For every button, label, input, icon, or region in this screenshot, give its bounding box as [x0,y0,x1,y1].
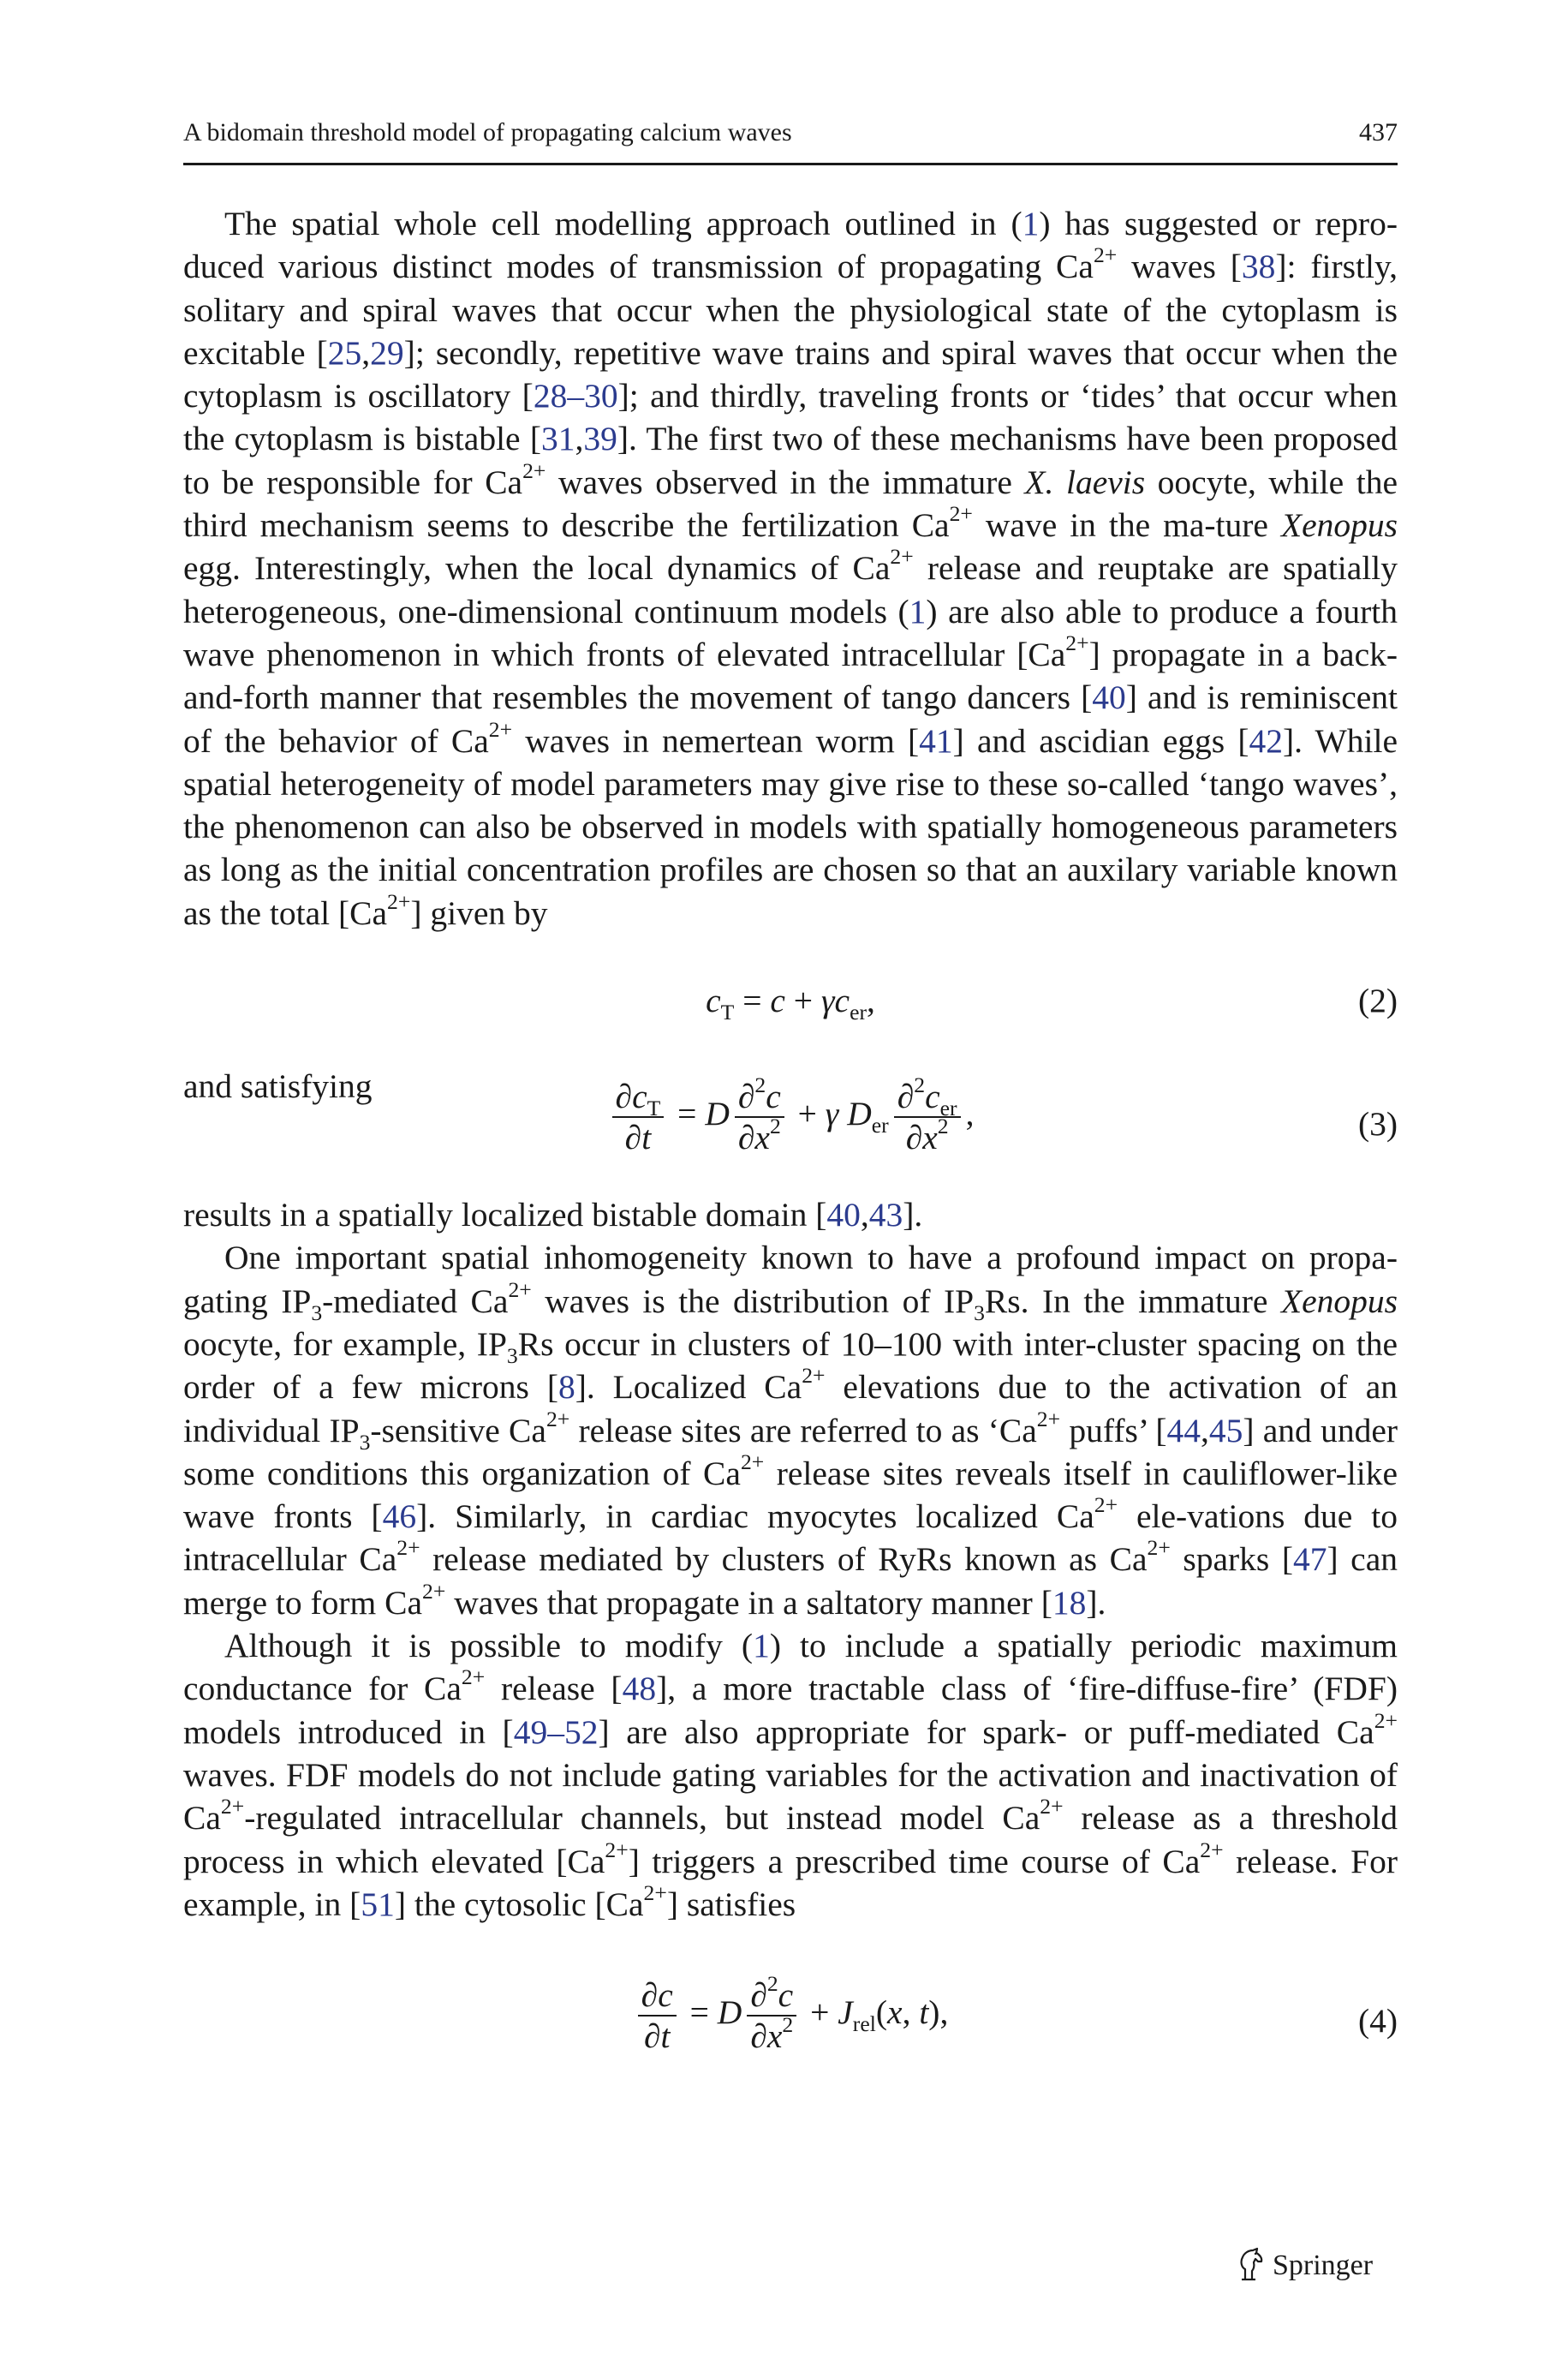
equation-3-lead: and satisfying [183,1067,373,1106]
cite-28-30[interactable]: 28–30 [533,377,618,415]
body-text [183,202,1398,2080]
cite-25[interactable]: 25 [327,333,362,372]
cite-40b[interactable]: 40 [826,1196,861,1234]
equation-4 [183,1926,1398,2080]
springer-horse-icon [1237,2247,1266,2285]
eq-ref-1c[interactable]: 1 [753,1627,770,1665]
paragraph-3: One important spatial inhomogeneity known to have a profound impact on propa-gating $IP_3$-mediated $Ca^{2+}$ waves is the distribution of $IP_3Rs$. In the immature Xenopus oocyte, for example, $IP_3Rs$ occur in clusters of 10–100 with inter-cluster spacing on the order of a few microns [8]. Localized $Ca^{2+}$ elevations due to the activation of an individual $IP_3$-sensitive $Ca^{2+}$ release sites are referred to as ‘$Ca^{2+}$ puffs’ [44,45] and under some conditions this organization of $Ca^{2+}$ release sites reveals itself in cauliflower-like wave fronts [46]. Similarly, in cardiac myocytes localized $Ca^{2+}$ ele-vations due to intracellular $Ca^{2+}$ release mediated by clusters of RyRs known as $Ca^{2+}$ sparks [47] can merge to form $Ca^{2+}$ waves that propagate in a saltatory manner [18]. [183,1239,1398,1622]
page-number: 437 [1359,118,1398,146]
cite-46[interactable]: 46 [382,1497,417,1536]
cite-47[interactable]: 47 [1292,1540,1327,1579]
paragraph-1: The spatial whole cell modelling approach outlined in (1) has suggested or repro-duced various distinct modes of transmission of propagating $Ca^{2+}$ waves [38]: firstly, solitary and spiral waves that occur when the physiological state of the cytoplasm is excitable [25,29]; secondly, repetitive wave trains and spiral waves that occur when the cytoplasm is oscillatory [28–30]; and thirdly, traveling fronts or ‘tides’ that occur when the cytoplasm is bistable [31,39]. The first two of these mechanisms have been proposed to be responsible for $Ca^{2+}$ waves observed in the immature X. laevis oocyte, while the third mechanism seems to describe the fertilization $Ca^{2+}$ wave in the ma-ture Xenopus egg. Interestingly, when the local dynamics of $Ca^{2+}$ release and reuptake are spatially heterogeneous, one-dimensional continuum models (1) are also able to produce a fourth wave phenomenon in which fronts of elevated intracellular $[Ca^{2+}]$ propagate in a back-and-forth manner that resembles the movement of tango dancers [40] and is reminiscent of the behavior of $Ca^{2+}$ waves in nemertean worm [41] and ascidian eggs [42]. While spatial heterogeneity of model parameters may give rise to these so-called ‘tango waves’, the phenomenon can also be observed in models with spatially homogeneous parameters as long as the initial concentration profiles are chosen so that an auxilary variable known as the total $[Ca^{2+}]$ given by [183,205,1398,932]
page-header [183,118,1398,154]
springer-logo [1237,2246,1373,2285]
publisher-name: Springer [1273,2250,1374,2281]
eq-ref-1[interactable]: 1 [1022,205,1040,242]
cite-40[interactable]: 40 [1092,678,1126,717]
cite-43[interactable]: 43 [868,1196,903,1234]
equation-3-body: $\frac{\partial c_T}{\partial t}$ = D $\frac{\partial^2c}{\partial x^2}$ + γ $D_{er}$ $\frac{\partial^2c_{er}}{\partial x^2}$ , [183,1077,1398,1157]
cite-51[interactable]: 51 [361,1885,395,1923]
paragraph-4: Although it is possible to modify (1) to include a spatially periodic maximum conductance for $Ca^{2+}$ release [48], a more tractable class of ‘fire-diffuse-fire’ (FDF) models introduced in [49–52] are also appropriate for spark- or puff-mediated $Ca^{2+}$ waves. FDF models do not include gating variables for the activation and inactivation of $Ca^{2+}$-regulated intracellular channels, but instead model $Ca^{2+}$ release as a threshold process in which elevated $[Ca^{2+}]$ triggers a prescribed time course of $Ca^{2+}$ release. For example, in [51] the cytosolic $[Ca^{2+}]$ satisfies [183,1627,1398,1923]
cite-48[interactable]: 48 [622,1670,657,1708]
equation-2-number: (2) [1357,982,1398,1020]
equation-4-number: (4) [1357,2002,1398,2040]
cite-31[interactable]: 31 [540,420,575,458]
cite-41[interactable]: 41 [919,721,953,760]
cite-38[interactable]: 38 [1241,248,1276,286]
cite-29[interactable]: 29 [370,333,404,372]
cite-49-52[interactable]: 49–52 [513,1712,599,1751]
equation-3 [183,1065,1398,1193]
cite-45[interactable]: 45 [1208,1411,1243,1449]
header-rule [183,163,1398,165]
cite-42[interactable]: 42 [1249,721,1283,760]
cite-44[interactable]: 44 [1166,1411,1201,1449]
cite-39[interactable]: 39 [583,420,617,458]
running-title: A bidomain threshold model of propagating calcium waves [183,118,792,146]
equation-2 [183,935,1398,1065]
cite-8[interactable]: 8 [557,1368,575,1407]
equation-2-body: $c_T = c + \gamma c_{er}$, [706,982,875,1025]
paragraph-2: results in a spatially localized bistable domain [40,43]. [183,1196,923,1234]
cite-18[interactable]: 18 [1052,1583,1087,1622]
equation-3-number: (3) [1357,1105,1398,1144]
equation-4-body: $\frac{\partial c}{\partial t}$ = D $\frac{\partial^2c}{\partial x^2}$ + $J_{rel}(x$, t), [183,1975,1398,2056]
eq-ref-1b[interactable]: 1 [909,592,927,630]
